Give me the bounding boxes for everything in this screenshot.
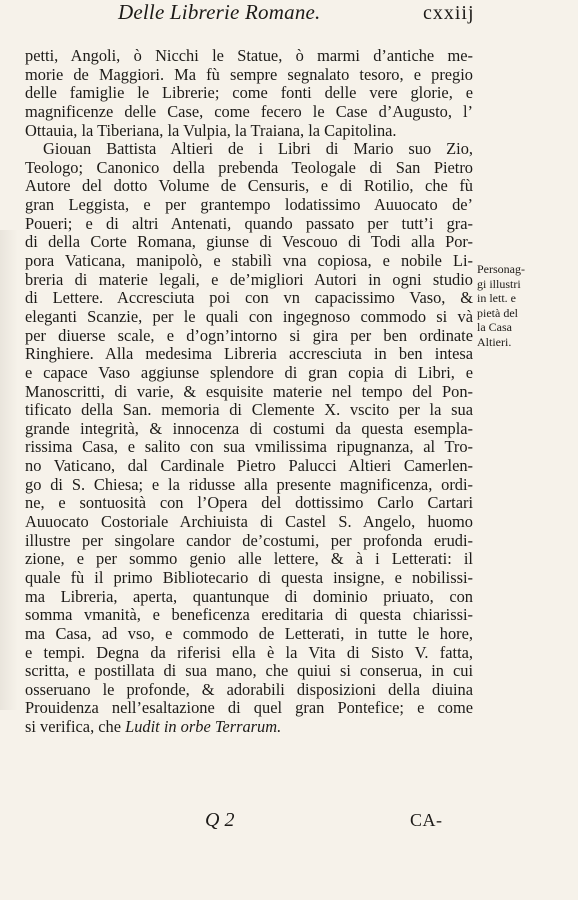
text-line: morie de Maggiori. Ma fù sempre segnalato tesoro, e pregio (25, 65, 473, 84)
text-line: petti, Angoli, ò Nicchi le Statue, ò marmi d’antiche me- (25, 47, 473, 65)
text-line: quale fù il primo Bibliotecario di questa insigne, e nobilissi- (25, 568, 473, 587)
text-line: rissima Casa, e salito con sua vmilissima ripugnanza, al Tro- (25, 438, 473, 457)
text-line: Prouidenza nell’esaltazione di quel gran Pontefice; e come (25, 699, 473, 718)
text-line: somma vmanità, e beneficenza ereditaria di questa chiarissi- (25, 606, 473, 625)
text-line: Teologo; Canonico della prebenda Teologale di San Pietro (25, 158, 473, 177)
text-line: gran Leggista, e per grantempo lodatissimo Auuocato de’ (25, 196, 473, 215)
page-gutter-shadow (0, 230, 18, 710)
margin-note-line: in lett. e (477, 291, 516, 306)
signature-mark: Q 2 (205, 809, 235, 831)
text-line-last (25, 718, 473, 737)
text-line: ne, e sontuosità con l’Opera del dottissimo Carlo Cartari (25, 494, 473, 513)
text-line: grande integrità, & innocenza di costumi da questa esempla- (25, 419, 473, 438)
text-line: per diuerse scale, e d’ogn’intorno si gira per ben ordinate (25, 326, 473, 345)
text-line: breria di materie legali, e de’migliori Autori in ogni studio (25, 270, 473, 289)
text-line: di Lettere. Accresciuta poi con vn capacissimo Vaso, & (25, 289, 473, 308)
text-line: go di S. Chiesa; e la ridusse alla presente magnificenza, ordi- (25, 475, 473, 494)
text-line: delle famiglie le Librerie; come fonti delle vere glorie, e (25, 84, 473, 103)
text-line: eleganti Scanzie, per le quali con ingegnoso commodo si và (25, 307, 473, 326)
page-number: cxxiij (423, 2, 475, 24)
text-line: Auuocato Costoriale Archiuista di Castel S. Angelo, huomo (25, 513, 473, 532)
text-line: scritta, e postillata di sua mano, che quiui si conserua, in cui (25, 662, 473, 681)
text-line: ma Libreria, aperta, quantunque di dominio priuato, con (25, 587, 473, 606)
text-line: e capace Vaso aggiunse splendore di gran copia di Libri, e (25, 363, 473, 382)
text-line: e tempi. Degna da riferisi ella è la Vita di Sisto V. fatta, (25, 643, 473, 662)
text-line: zione, e per sommo genio alle lettere, & à i Letterati: il (25, 550, 473, 569)
text-line: magnificenze delle Case, come fecero le Case d’Augusto, l’ (25, 102, 473, 121)
text-line: Ringhiere. Alla medesima Libreria accresciuta in ben intesa (25, 345, 473, 364)
margin-note-line: gi illustri (477, 276, 521, 291)
paragraph-start-line: Giouan Battista Altieri de i Libri di Mario suo Zio, (43, 140, 473, 159)
text-line: no Vaticano, dal Cardinale Pietro Palucci Altieri Camerlen- (25, 457, 473, 476)
margin-note-line: Altieri. (477, 334, 512, 349)
body-text (25, 47, 473, 737)
catchword: CA- (410, 810, 443, 830)
text-line: illustre per singolare candor de’costumi, per profonda erudi- (25, 531, 473, 550)
margin-note (477, 262, 567, 350)
margin-note-line: pietà del (477, 305, 518, 320)
text-line: Ottauia, la Tiberiana, la Vulpia, la Traiana, la Capitolina. (25, 121, 397, 140)
margin-note-line: la Casa (477, 320, 512, 335)
text-line-last-lead: si verifica, che (25, 718, 126, 737)
text-line: tificato della San. memoria di Clemente X. vscito per la sua (25, 401, 473, 420)
text-line: di della Corte Romana, giunse di Vescouo di Todi alla Por- (25, 233, 473, 252)
text-line: osseruano le profonde, & adorabili disposizioni della diuina (25, 680, 473, 699)
latin-motto: Ludit in orbe Terrarum. (125, 718, 282, 737)
text-line: Manoscritti, di varie, & esquisite materie nel tempo del Pon- (25, 382, 473, 401)
running-title: Delle Librerie Romane. (118, 0, 321, 24)
margin-note-line: Personag- (477, 262, 525, 276)
text-line: Autore del dotto Volume de Censuris, e di Rotilio, che fù (25, 177, 473, 196)
text-line: Poueri; e di altri Antenati, quando passato per tutt’i gra- (25, 214, 473, 233)
text-line: pora Vaticana, manipolò, e stabilì vna copiosa, e nobile Li- (25, 252, 473, 271)
text-line: ma Casa, ad vso, e commodo de Letterati, in tutte le hore, (25, 624, 473, 643)
